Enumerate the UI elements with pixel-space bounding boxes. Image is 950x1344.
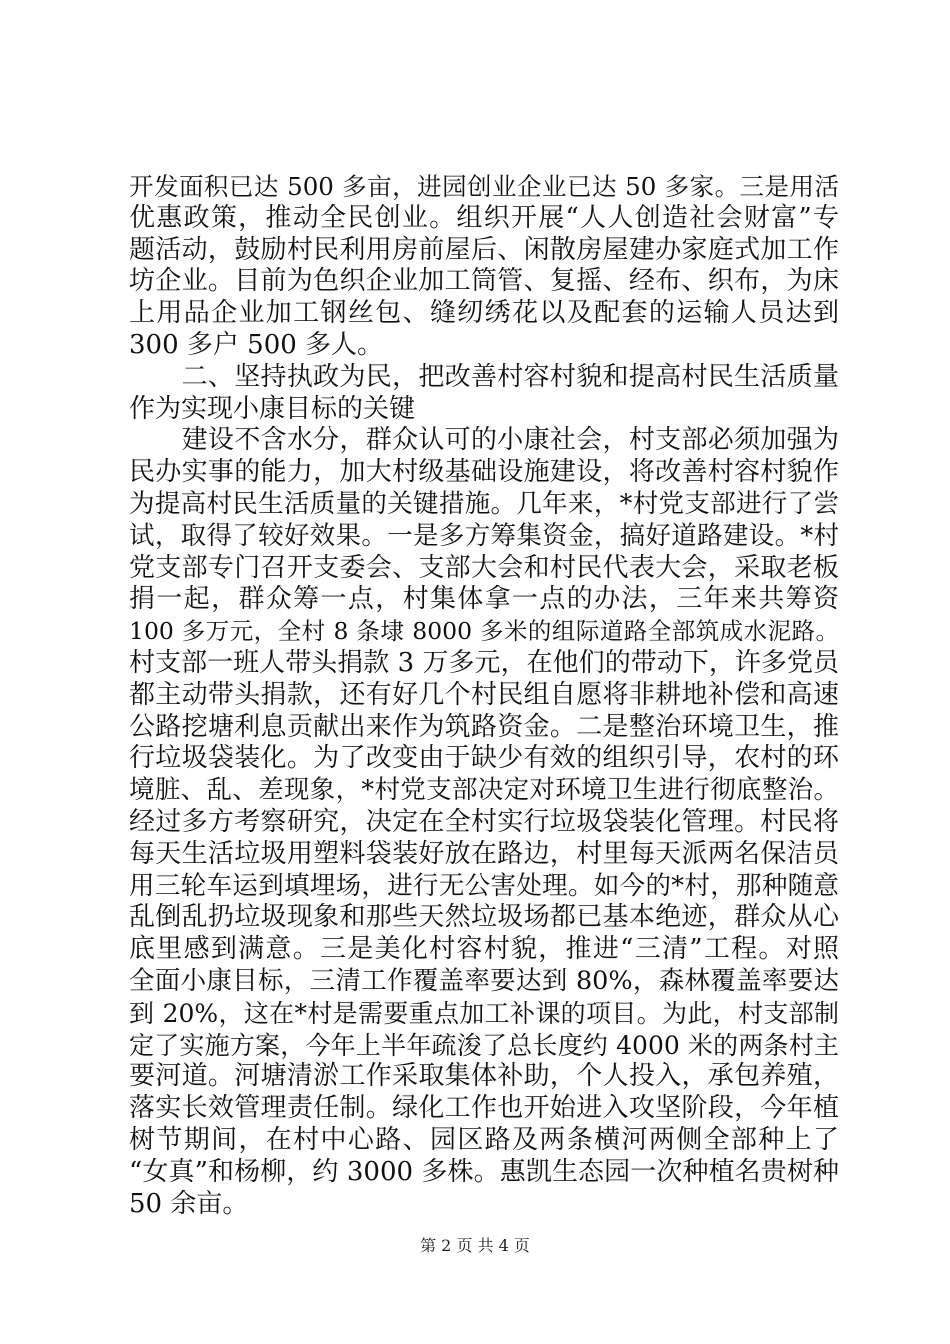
text-line: 坊企业。目前为色织企业加工筒管、复摇、经布、织布，为床 (129, 266, 839, 297)
text-line: 落实长效管理责任制。绿化工作也开始进入攻坚阶段，今年植 (129, 1093, 839, 1124)
text-line: 境脏、乱、差现象，*村党支部决定对环境卫生进行彻底整治。 (129, 775, 839, 806)
text-line: 二、坚持执政为民，把改善村容村貌和提高村民生活质量 (129, 361, 839, 392)
text-line: 行垃圾袋装化。为了改变由于缺少有效的组织引导，农村的环 (129, 743, 839, 774)
text-line: “女真”和杨柳，约 3000 多株。惠凯生态园一次种植名贵树种 (129, 1156, 839, 1187)
text-line: 每天生活垃圾用塑料袋装好放在路边，村里每天派两名保洁员 (129, 838, 839, 869)
text-line: 为提高村民生活质量的关键措施。几年来，*村党支部进行了尝 (129, 488, 839, 519)
text-line: 公路挖塘利息贡献出来作为筑路资金。二是整治环境卫生，推 (129, 711, 839, 742)
text-line: 作为实现小康目标的关键 (129, 393, 416, 424)
text-line: 村支部一班人带头捐款 3 万多元，在他们的带动下，许多党员 (129, 647, 839, 678)
page-footer: 第 2 页 共 4 页 (420, 1236, 530, 1255)
text-line: 用三轮车运到填埋场，进行无公害处理。如今的*村，那种随意 (129, 870, 839, 901)
text-line: 上用品企业加工钢丝包、缝纫绣花以及配套的运输人员达到 (129, 298, 839, 329)
text-line: 党支部专门召开支委会、支部大会和村民代表大会，采取老板 (129, 552, 839, 583)
text-line: 开发面积已达 500 多亩，进园创业企业已达 50 多家。三是用活 (129, 172, 839, 201)
text-line: 建设不含水分，群众认可的小康社会，村支部必须加强为 (129, 425, 839, 456)
text-line: 试，取得了较好效果。一是多方筹集资金，搞好道路建设。*村 (129, 520, 839, 551)
text-line: 优惠政策，推动全民创业。组织开展“人人创造社会财富”专 (129, 202, 839, 233)
text-line: 100 多万元，全村 8 条埭 8000 多米的组际道路全部筑成水泥路。 (129, 617, 839, 646)
text-line: 300 多户 500 多人。 (129, 329, 384, 360)
document-body (129, 171, 839, 1220)
text-line: 定了实施方案，今年上半年疏浚了总长度约 4000 米的两条村主 (129, 1030, 839, 1060)
text-line: 经过多方考察研究，决定在全村实行垃圾袋装化管理。村民将 (129, 806, 839, 837)
text-line: 民办实事的能力，加大村级基础设施建设，将改善村容村貌作 (129, 457, 839, 488)
text-line: 题活动，鼓励村民利用房前屋后、闲散房屋建办家庭式加工作 (129, 234, 839, 265)
text-line: 50 余亩。 (129, 1188, 249, 1219)
text-line: 都主动带头捐款，还有好几个村民组自愿将非耕地补偿和高速 (129, 679, 839, 710)
text-line: 到 20%，这在*村是需要重点加工补课的项目。为此，村支部制 (129, 998, 839, 1028)
text-line: 树节期间，在村中心路、园区路及两条横河两侧全部种上了 (129, 1124, 839, 1155)
text-line: 底里感到满意。三是美化村容村貌，推进“三清”工程。对照 (129, 934, 839, 965)
text-line: 全面小康目标，三清工作覆盖率要达到 80%，森林覆盖率要达 (129, 965, 839, 996)
text-line: 要河道。河塘清淤工作采取集体补助，个人投入，承包养殖， (129, 1061, 839, 1092)
text-line: 捐一起，群众筹一点，村集体拿一点的办法，三年来共筹资 (129, 584, 839, 615)
text-line: 乱倒乱扔垃圾现象和那些天然垃圾场都已基本绝迹，群众从心 (129, 902, 839, 933)
